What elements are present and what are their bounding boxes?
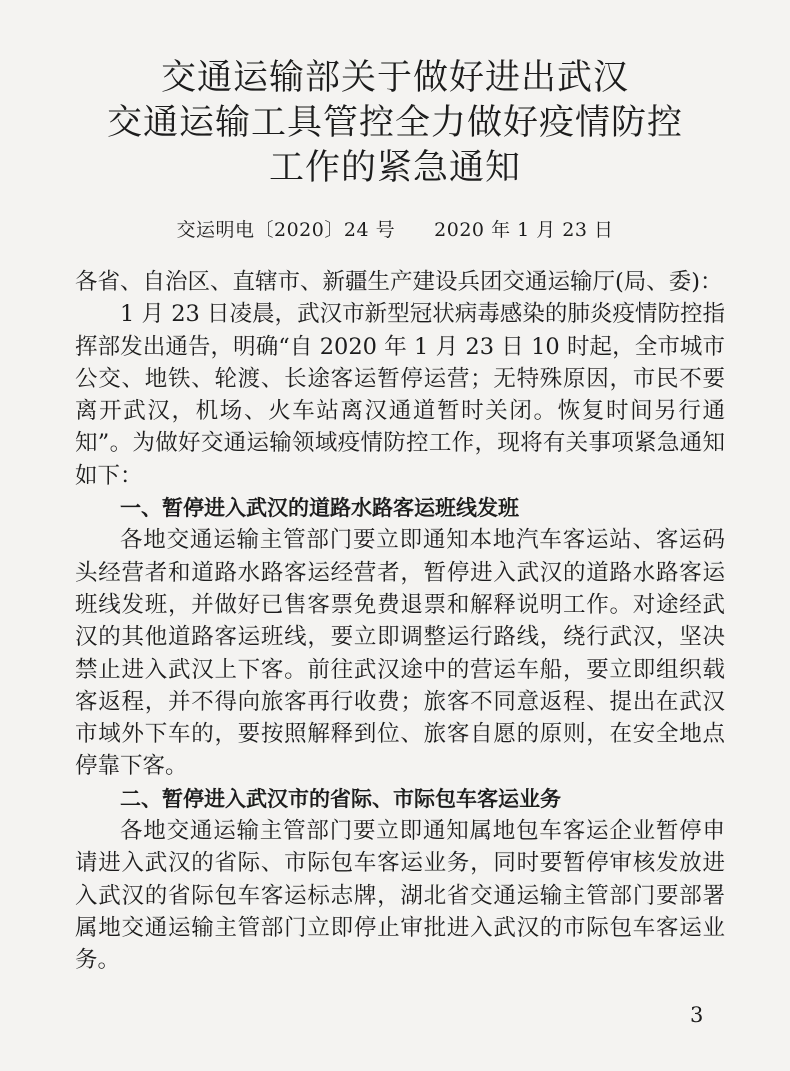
document-reference — [0, 218, 790, 242]
section-body-1: 各地交通运输主管部门要立即通知本地汽车客运站、客运码头经营者和道路水路客运经营者，暂停进入武汉的道路水路客运班线发班，并做好已售客票免费退票和解释说明工作。对途经武汉的其他道路客运班线，要立即调整运行路线，绕行武汉，坚决禁止进入武汉上下客。前往武汉途中的营运车船，要立即组织载客返程，并不得向旅客再行收费；旅客不同意返程、提出在武汉市域外下车的，要按照解释到位、旅客自愿的原则，在安全地点停靠下客。 — [75, 527, 725, 780]
document-title — [0, 56, 790, 191]
document-date: 2020 年 1 月 23 日 — [434, 219, 614, 241]
section-heading-1: 一、暂停进入武汉的道路水路客运班线发班 — [120, 496, 519, 521]
title-line-3: 工作的紧急通知 — [268, 148, 521, 188]
title-line-2: 交通运输工具管控全力做好疫情防控 — [106, 103, 683, 143]
intro-paragraph: 1 月 23 日凌晨，武汉市新型冠状病毒感染的肺炎疫情防控指挥部发出通告，明确“自 2020 年 1 月 23 日 10 时起，全市城市公交、地铁、轮渡、长途客运暂停运营；无特殊原因，市民不要离开武汉，机场、火车站离汉通道暂时关闭。恢复时间另行通知”。为做好交通运输领域疫情防控工作，现将有关事项紧急通知如下： — [75, 301, 725, 489]
document-number: 交运明电〔2020〕24 号 — [176, 219, 396, 241]
salutation: 各省、自治区、直辖市、新疆生产建设兵团交通运输厅(局、委)： — [75, 269, 723, 295]
section-heading-2: 二、暂停进入武汉市的省际、市际包车客运业务 — [120, 786, 561, 811]
document-body — [75, 266, 725, 977]
title-line-1: 交通运输部关于做好进出武汉 — [160, 58, 629, 98]
page-number: 3 — [690, 1003, 704, 1027]
section-body-2: 各地交通运输主管部门要立即通知属地包车客运企业暂停申请进入武汉的省际、市际包车客运业务，同时要暂停审核发放进入武汉的省际包车客运标志牌，湖北省交通运输主管部门要部署属地交通运输主管部门立即停止审批进入武汉的市际包车客运业务。 — [75, 818, 725, 974]
